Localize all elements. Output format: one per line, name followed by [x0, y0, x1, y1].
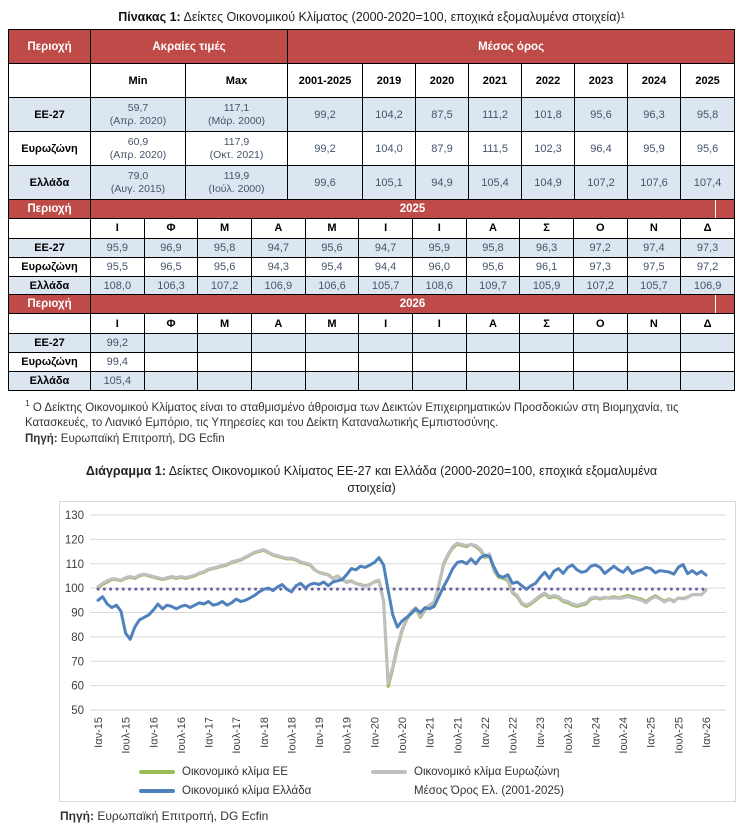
legend-line-swatch: [139, 789, 175, 793]
table-row: [9, 98, 735, 132]
col-header-extremes: Ακραίες τιμές: [91, 30, 288, 64]
col-header-2023: 2023: [575, 64, 628, 98]
cell-value: 99,6: [288, 166, 363, 200]
cell-value: [144, 334, 198, 353]
cell-value: 106,9: [681, 276, 735, 295]
legend-line-swatch: [371, 770, 407, 774]
monthly-table-2025: [8, 199, 735, 296]
cell-value: 111,2: [469, 98, 522, 132]
y-axis-label: 90: [71, 607, 84, 620]
col-header-max: Max: [186, 64, 288, 98]
row-label-region: Ευρωζώνη: [9, 353, 91, 372]
cell-value: 95,5: [91, 257, 145, 276]
legend-dotted-swatch: [371, 789, 407, 793]
year-band-2025: 2025: [91, 199, 735, 218]
cell-value: [681, 372, 735, 391]
cell-value: 99,2: [91, 334, 145, 353]
legend-label: Οικονομικό κλίμα Ευρωζώνη: [414, 765, 560, 778]
cell-value: 95,8: [681, 98, 735, 132]
cell-value: 96,3: [520, 238, 574, 257]
cell-value: 102,3: [522, 132, 575, 166]
cell-value: [412, 372, 466, 391]
blank-cell: [9, 314, 91, 334]
cell-value: 94,4: [359, 257, 413, 276]
chart-title-caption: Δείκτες Οικονομικού Κλίματος ΕΕ-27 και Ελλάδα (2000-2020=100, εποχικά εξομαλυμένα στοιχεία): [165, 464, 658, 495]
x-axis-label: Ιαν-18: [258, 716, 271, 748]
cell-value: [251, 372, 305, 391]
x-axis-label: Ιουλ-25: [673, 716, 686, 754]
y-axis-label: 70: [71, 656, 84, 669]
monthly-table-2026: [8, 294, 735, 391]
cell-value: 96,9: [144, 238, 198, 257]
x-axis-label: Ιουλ-16: [175, 716, 188, 754]
cell-value: 107,2: [573, 276, 627, 295]
cell-min: [91, 132, 186, 166]
col-header-mean: Μέσος όρος: [288, 30, 735, 64]
cell-value: 107,2: [575, 166, 628, 200]
x-axis-label: Ιαν-26: [701, 716, 713, 748]
cell-value: 95,6: [305, 238, 359, 257]
source-text: Ευρωπαϊκή Επιτροπή, DG Ecfin: [57, 432, 225, 445]
blank-cell: [9, 218, 91, 238]
min-date: (Αυγ. 2015): [110, 182, 166, 195]
source-label: Πηγή:: [60, 808, 94, 823]
cell-value: 95,9: [628, 132, 681, 166]
cell-value: [573, 334, 627, 353]
col-header-2019: 2019: [363, 64, 416, 98]
cell-value: [359, 334, 413, 353]
cell-value: 96,0: [412, 257, 466, 276]
table-row: [9, 372, 735, 391]
x-axis-label: Ιαν-15: [93, 716, 105, 748]
chart-title: [84, 463, 659, 497]
cell-value: [144, 353, 198, 372]
cell-value: [305, 353, 359, 372]
chart-plot-area: [60, 507, 735, 765]
legend-label: Οικονομικό κλίμα Ελλάδα: [182, 784, 312, 797]
col-header-2025: 2025: [681, 64, 735, 98]
table-band-row-2025: [9, 199, 735, 218]
y-axis-label: 80: [71, 631, 84, 644]
cell-value: 95,6: [198, 257, 252, 276]
col-header-2001-2025: 2001-2025: [288, 64, 363, 98]
footnote: [25, 398, 725, 447]
legend-item: [139, 785, 371, 797]
row-label-region: Ελλάδα: [9, 372, 91, 391]
cell-value: [198, 372, 252, 391]
x-axis-label: Ιουλ-24: [618, 716, 631, 754]
row-label-region: Ελλάδα: [9, 276, 91, 295]
cell-min: [91, 166, 186, 200]
col-header-month: Μ: [305, 218, 359, 238]
legend-line-swatch: [139, 770, 175, 774]
cell-value: 95,6: [681, 132, 735, 166]
x-axis-label: Ιουλ-18: [286, 716, 299, 754]
col-header-month: Ι: [91, 314, 145, 334]
cell-value: 105,4: [469, 166, 522, 200]
col-header-month: Δ: [681, 314, 735, 334]
cell-value: [412, 353, 466, 372]
cell-value: [359, 353, 413, 372]
col-header-month: Ι: [359, 218, 413, 238]
y-axis-label: 50: [71, 704, 84, 717]
col-header-month: Ο: [573, 314, 627, 334]
col-header-2021: 2021: [469, 64, 522, 98]
table-row: [9, 276, 735, 295]
footnote-definition: [25, 398, 725, 432]
chart: [59, 501, 736, 802]
col-header-month: Ι: [91, 218, 145, 238]
cell-value: 94,9: [416, 166, 469, 200]
legend-item: [139, 766, 371, 778]
col-header-region: Περιοχή: [9, 30, 91, 64]
min-value: 79,0: [127, 170, 149, 183]
legend-label: Μέσος Όρος Ελ. (2001-2025): [414, 784, 564, 797]
cell-value: [251, 334, 305, 353]
table-title-label: Πίνακας 1:: [118, 10, 181, 24]
cell-value: [251, 353, 305, 372]
legend-item: [371, 785, 656, 797]
cell-value: 111,5: [469, 132, 522, 166]
y-axis-label: 100: [64, 582, 84, 595]
col-header-month: Φ: [144, 314, 198, 334]
blank-cell: [9, 64, 91, 98]
cell-value: 107,4: [681, 166, 735, 200]
table-row: [9, 166, 735, 200]
legend-item: [371, 766, 656, 778]
col-header-2022: 2022: [522, 64, 575, 98]
table-band-row: [9, 30, 735, 64]
cell-value: 96,1: [520, 257, 574, 276]
col-header-month: Α: [251, 314, 305, 334]
cell-value: 96,3: [628, 98, 681, 132]
table-row: [9, 132, 735, 166]
cell-value: [305, 334, 359, 353]
max-date: (Οκτ. 2021): [209, 148, 264, 161]
cell-min: [91, 98, 186, 132]
year-band-2026: 2026: [91, 295, 735, 314]
cell-max: [186, 98, 288, 132]
cell-value: 97,4: [627, 238, 681, 257]
cell-value: 87,9: [416, 132, 469, 166]
row-label-region: Ευρωζώνη: [9, 257, 91, 276]
col-header-month: Σ: [520, 314, 574, 334]
table-row: [9, 238, 735, 257]
col-header-region: Περιοχή: [9, 295, 91, 314]
col-header-month: Δ: [681, 218, 735, 238]
cell-value: 104,0: [363, 132, 416, 166]
col-header-month: Α: [466, 218, 520, 238]
cell-value: 95,6: [575, 98, 628, 132]
col-header-month: Φ: [144, 218, 198, 238]
col-header-month: Σ: [520, 218, 574, 238]
row-label-region: ΕΕ-27: [9, 334, 91, 353]
cell-value: [198, 353, 252, 372]
cell-max: [186, 132, 288, 166]
footnote-marker: 1: [25, 398, 30, 408]
cell-value: 97,5: [627, 257, 681, 276]
cell-value: [198, 334, 252, 353]
table-source-line: [25, 432, 725, 447]
cell-value: [573, 353, 627, 372]
table-subheader-row: [9, 64, 735, 98]
col-header-month: Ο: [573, 218, 627, 238]
cell-value: 108,0: [91, 276, 145, 295]
cell-value: [520, 353, 574, 372]
cell-value: 105,7: [359, 276, 413, 295]
table-title-caption: Δείκτες Οικονομικού Κλίματος (2000-2020=100, εποχικά εξομαλυμένα στοιχεία)¹: [180, 10, 625, 24]
table-row: [9, 353, 735, 372]
x-axis-label: Ιουλ-23: [562, 716, 575, 754]
min-date: (Απρ. 2020): [109, 114, 167, 127]
cell-value: 99,4: [91, 353, 145, 372]
row-label-region: Ευρωζώνη: [9, 132, 91, 166]
col-header-month: Α: [466, 314, 520, 334]
min-value: 60,9: [127, 136, 149, 149]
cell-value: [412, 334, 466, 353]
cell-value: 95,9: [412, 238, 466, 257]
chart-legend: [60, 766, 735, 797]
x-axis-label: Ιουλ-19: [341, 716, 354, 754]
cell-value: [681, 334, 735, 353]
col-header-month: Ι: [412, 218, 466, 238]
cell-value: [466, 372, 520, 391]
cell-value: [359, 372, 413, 391]
cell-value: 108,6: [412, 276, 466, 295]
col-header-month: Μ: [198, 314, 252, 334]
x-axis-label: Ιαν-16: [148, 716, 161, 748]
economic-climate-table: [8, 29, 735, 200]
cell-value: 99,2: [288, 98, 363, 132]
x-axis-label: Ιαν-23: [535, 716, 548, 748]
min-value: 59,7: [127, 102, 149, 115]
y-axis-label: 130: [64, 509, 84, 522]
col-header-2020: 2020: [416, 64, 469, 98]
source-label: Πηγή:: [25, 432, 58, 445]
col-header-2024: 2024: [628, 64, 681, 98]
cell-value: [627, 353, 681, 372]
cell-value: [627, 334, 681, 353]
max-date: (Ιούλ. 2000): [208, 182, 265, 195]
cell-value: 104,9: [522, 166, 575, 200]
cell-value: 94,7: [251, 238, 305, 257]
cell-value: 97,3: [681, 238, 735, 257]
cell-value: [627, 372, 681, 391]
chart-source-line: [60, 809, 743, 823]
min-date: (Απρ. 2020): [109, 148, 167, 161]
legend-label: Οικονομικό κλίμα ΕΕ: [182, 765, 288, 778]
cell-value: 97,2: [573, 238, 627, 257]
cell-value: 96,5: [144, 257, 198, 276]
col-header-month: Ι: [359, 314, 413, 334]
row-label-region: ΕΕ-27: [9, 238, 91, 257]
cell-max: [186, 166, 288, 200]
cell-value: 95,6: [466, 257, 520, 276]
max-date: (Μάρ. 2000): [208, 114, 265, 127]
cell-value: [681, 353, 735, 372]
x-axis-label: Ιουλ-17: [231, 716, 244, 754]
cell-value: 105,4: [91, 372, 145, 391]
col-header-month: Ν: [627, 314, 681, 334]
cell-value: [520, 372, 574, 391]
cell-value: 96,4: [575, 132, 628, 166]
y-axis-label: 110: [65, 558, 84, 571]
y-axis-label: 60: [71, 680, 84, 693]
x-axis-label: Ιαν-24: [590, 716, 603, 748]
footnote-text: Ο Δείκτης Οικονομικού Κλίματος είναι το σταθμισμένο άθροισμα των Δεικτών Επιχειρηματικών Προσδοκιών στη Βιομηχανία, τις Κατασκευές, το Λιανικό Εμπόριο, τις Υπηρεσίες και του Δείκτη Καταναλωτικής Εμπιστοσύνης.: [25, 401, 679, 430]
max-value: 117,1: [223, 102, 250, 115]
cell-value: 94,7: [359, 238, 413, 257]
cell-value: [573, 372, 627, 391]
cell-value: [520, 334, 574, 353]
col-header-month: Ι: [412, 314, 466, 334]
x-axis-label: Ιαν-22: [479, 716, 492, 748]
x-axis-label: Ιαν-20: [369, 716, 382, 748]
table-row: [9, 257, 735, 276]
cell-value: 105,1: [363, 166, 416, 200]
row-label-region: Ελλάδα: [9, 166, 91, 200]
col-header-month: Μ: [198, 218, 252, 238]
cell-value: 95,8: [198, 238, 252, 257]
source-text: Ευρωπαϊκή Επιτροπή, DG Ecfin: [94, 808, 269, 823]
month-header-row: [9, 218, 735, 238]
cell-value: 94,3: [251, 257, 305, 276]
cell-value: 95,4: [305, 257, 359, 276]
cell-value: [466, 353, 520, 372]
cell-value: [466, 334, 520, 353]
cell-value: 106,6: [305, 276, 359, 295]
cell-value: 105,9: [520, 276, 574, 295]
cell-value: [305, 372, 359, 391]
x-axis-label: Ιουλ-22: [507, 716, 520, 754]
col-header-min: Min: [91, 64, 186, 98]
cell-value: 99,2: [288, 132, 363, 166]
x-axis-label: Ιαν-21: [424, 716, 437, 748]
max-value: 119,9: [223, 170, 250, 183]
col-header-month: Μ: [305, 314, 359, 334]
cell-value: 106,9: [251, 276, 305, 295]
col-header-region: Περιοχή: [9, 199, 91, 218]
x-axis-label: Ιαν-17: [203, 716, 216, 748]
x-axis-label: Ιουλ-15: [120, 716, 133, 754]
cell-value: 95,9: [91, 238, 145, 257]
cell-value: 104,2: [363, 98, 416, 132]
x-axis-label: Ιαν-19: [314, 716, 327, 748]
cell-value: 109,7: [466, 276, 520, 295]
x-axis-label: Ιουλ-21: [452, 716, 465, 754]
chart-svg: [60, 507, 734, 760]
cell-value: 101,8: [522, 98, 575, 132]
x-axis-label: Ιαν-25: [645, 716, 658, 748]
col-header-month: Α: [251, 218, 305, 238]
table-row: [9, 334, 735, 353]
table-title: [0, 10, 743, 24]
cell-value: 107,2: [198, 276, 252, 295]
max-value: 117,9: [223, 136, 250, 149]
cell-value: 106,3: [144, 276, 198, 295]
cell-value: [144, 372, 198, 391]
cell-value: 95,8: [466, 238, 520, 257]
month-header-row: [9, 314, 735, 334]
chart-title-label: Διάγραμμα 1:: [85, 464, 166, 479]
cell-value: 97,2: [681, 257, 735, 276]
x-axis-label: Ιουλ-20: [397, 716, 409, 754]
cell-value: 107,6: [628, 166, 681, 200]
cell-value: 97,3: [573, 257, 627, 276]
table-band-row-2026: [9, 295, 735, 314]
cell-value: 105,7: [627, 276, 681, 295]
row-label-region: ΕΕ-27: [9, 98, 91, 132]
col-header-month: Ν: [627, 218, 681, 238]
y-axis-label: 120: [64, 534, 84, 547]
cell-value: 87,5: [416, 98, 469, 132]
